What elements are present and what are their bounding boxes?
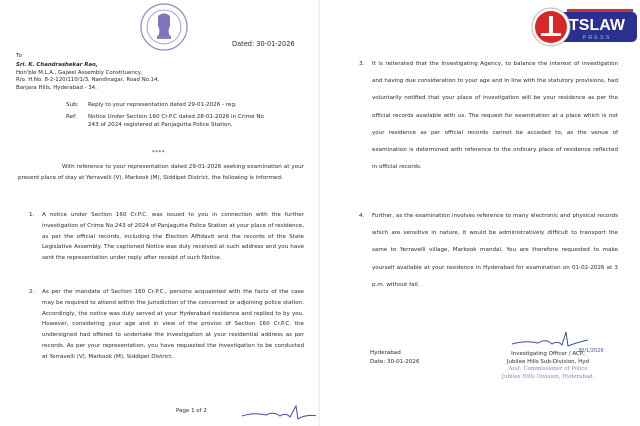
closing-date: Date: 30-01-2026 bbox=[370, 358, 420, 365]
subject-label: Sub: bbox=[66, 102, 79, 108]
logo-subtext: PRESS bbox=[582, 35, 612, 41]
paragraph-number: 2. bbox=[29, 289, 35, 295]
paragraph-3 bbox=[359, 56, 618, 176]
reference-text: Notice Under Section 160 Cr.P.C dated 28-01-2026 in Crime No 243 of 2024 registered at Panjagutta Police Station. bbox=[88, 113, 264, 128]
paragraph-number: 1. bbox=[29, 212, 35, 218]
intro-paragraph: With reference to your representation dated 29-01-2026 seeking examination at your present place of stay at Yerravelli (V), Markook (M), Siddipet District, the following is informed: bbox=[18, 164, 304, 182]
recipient-line-1: Hon'ble M.L.A., Gajwel Assembly Constituency, bbox=[16, 69, 143, 76]
paragraph-number: 4. bbox=[359, 213, 365, 219]
signature-icon bbox=[240, 402, 316, 424]
paragraph-text: A notice under Section 160 Cr.P.C. was issued to you in connection with the further investigation of Crime No.243 of 2024 of Panjagutta Police Station at your place of residence, as per the official records, including the Election Affidavit and the records of the State Legislative Assembly. The captioned Notice was duly received at such address and you have sent the representation under reply after receipt of such Notice. bbox=[42, 212, 304, 262]
place-date-block bbox=[370, 349, 420, 366]
recipient-name: Sri. K. Chandrashekar Rao, bbox=[16, 62, 98, 68]
paragraph-text: As per the mandate of Section 160 Cr.P.C., persons acquainted with the facts of the case may be required to attend within the jurisdiction of the concerned or adjoining police station. Accordingly, the notice was duly served at your Hyderabad residence and replied to by you. However, considering your age and in view of the proviso of Section 160 Cr.P.C. the undersigned had offered to undertake the investigation at your residential address as per records. As per your representation, you have requested the investigation to be conducted at Yerravelli (V), Markook (M), Siddipet District. bbox=[42, 289, 304, 360]
paragraph-4 bbox=[359, 208, 618, 294]
page-divider bbox=[318, 0, 320, 426]
recipient-line-2: R/o. H.No. 8-2-120/110/1/3, Nandinagar, Road No.14, bbox=[16, 77, 160, 84]
to-label: To bbox=[16, 53, 22, 59]
officer-division: Jubilee Hills Sub-Division, Hyd bbox=[506, 359, 590, 366]
logo-text: TSLAW bbox=[569, 17, 625, 34]
government-seal-icon bbox=[139, 2, 189, 52]
stamp-line-1: Asst. Commissioner of Police bbox=[508, 366, 588, 373]
page-number: Page 1 of 2 bbox=[176, 408, 207, 414]
paragraph-number: 3. bbox=[359, 61, 365, 67]
paragraph-1 bbox=[29, 210, 304, 264]
letter-page-2 bbox=[322, 0, 640, 426]
paragraph-text: It is reiterated that the Investigating Agency, to balance the interest of investigation and having due consideration to your age and in line with the statutory provisions, had voluntarily notified that your place of investigation will be your residence as per the official records available with us. The request for examination at a place which is not your residence as per official records cannot be acceded to, as the venue of examination is determined with reference to the ordinary place of residence reflected in official records. bbox=[372, 61, 618, 171]
letter-date: Dated: 30-01-2026 bbox=[232, 40, 295, 48]
reference-label: Ref: bbox=[66, 113, 77, 120]
stamp-line-2: Jubilee Hills Division, Hyderabad. bbox=[501, 374, 595, 380]
separator: **** bbox=[152, 150, 165, 156]
officer-title: Investigating Officer / ACP, bbox=[511, 351, 585, 357]
subject-text: Reply to your representation dated 29-01-2026 - reg. bbox=[88, 102, 237, 108]
tslaw-press-logo-icon bbox=[527, 6, 640, 48]
paragraph-text: Further, as the examination involves reference to many electronic and physical records which are sensitive in nature, it would be administratively difficult to transport the same to Yerravelli village, Markook mandal. You are therefore requested to make yourself available at your residence in Hyderabad for examination on 01-02-2026 at 3 p.m. without fail. bbox=[372, 213, 618, 288]
recipient-line-3: Banjara Hills, Hyderabad - 34. bbox=[16, 84, 97, 91]
signature-date: 30/1/2026 bbox=[578, 348, 604, 354]
subject-block bbox=[66, 102, 281, 133]
place: Hyderabad bbox=[370, 350, 401, 356]
letter-page-1 bbox=[0, 0, 316, 426]
paragraph-2 bbox=[29, 287, 304, 363]
recipient-address bbox=[16, 62, 159, 92]
officer-block bbox=[488, 350, 608, 382]
